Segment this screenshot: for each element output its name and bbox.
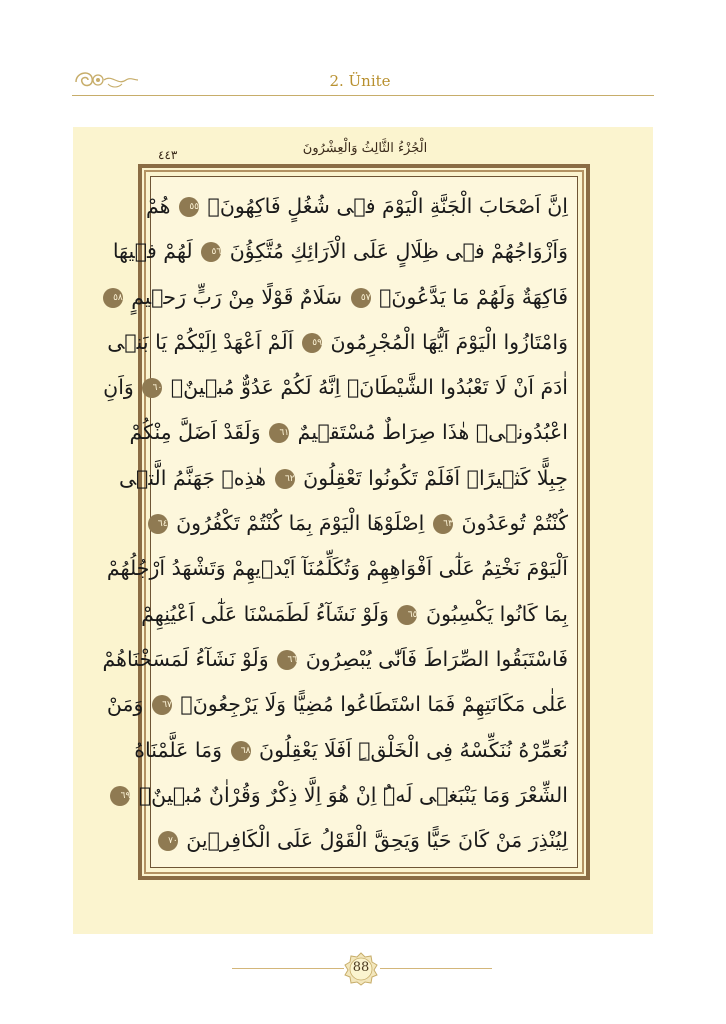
- ayah-number-marker: ٦١: [269, 423, 289, 443]
- text-line: فَاسْتَبَقُوا الصِّرَاطَ فَاَنّٰى يُبْصِرُونَ ٦٦ وَلَوْ نَشَآءُ لَمَسَخْنَاهُمْ: [102, 646, 568, 671]
- ayah-number-marker: ٦٥: [397, 605, 417, 625]
- header-divider: [72, 95, 654, 96]
- footer-divider-left: [232, 968, 344, 969]
- text-line: اٰدَمَ اَنْ لَا تَعْبُدُوا الشَّيْطَانَۚ اِنَّهُ لَكُمْ عَدُوٌّ مُبٖينٌۙ ٦٠ وَاَنِ: [103, 375, 568, 400]
- juz-title: الْجُزْءُ الثَّالِثُ وَالْعِشْرُونَ: [302, 141, 428, 156]
- text-line: اَلْيَوْمَ نَخْتِمُ عَلٰٓى اَفْوَاهِهِمْ وَتُكَلِّمُنَآ اَيْدٖيهِمْ وَتَشْهَدُ اَرْجُلُهُمْ: [106, 556, 568, 581]
- text-line: الشِّعْرَ وَمَا يَنْبَغٖى لَهُۜ اِنْ هُوَ اِلَّا ذِكْرٌ وَقُرْاٰنٌ مُبٖينٌۙ ٦٩: [160, 773, 568, 818]
- ayah-number-marker: ٦٦: [277, 650, 297, 670]
- ayah-number-marker: ٦٩: [110, 786, 130, 806]
- text-line: فَاكِهَةٌ وَلَهُمْ مَا يَدَّعُونَۚ ٥٧ سَلَامٌ قَوْلًا مِنْ رَبٍّ رَحٖيمٍ ٥٨: [160, 275, 568, 320]
- footer-divider-right: [380, 968, 492, 969]
- ayah-number-marker: ٦٧: [152, 695, 172, 715]
- text-line: وَاَزْوَاجُهُمْ فٖى ظِلَالٍ عَلَى الْاَرَائِكِ مُتَّكِؤُنَ ٥٦ لَهُمْ فٖيهَا: [112, 239, 568, 264]
- text-line: عَلٰى مَكَانَتِهِمْ فَمَا اسْتَطَاعُوا مُضِيًّا وَلَا يَرْجِعُونَۚ ٦٧ وَمَنْ: [106, 692, 568, 717]
- floral-ornament-icon: [72, 64, 142, 94]
- ayah-number-marker: ٥٦: [201, 242, 221, 262]
- unit-title: 2. Ünite: [329, 72, 391, 90]
- text-line: اعْبُدُونٖىۜ هٰذَا صِرَاطٌ مُسْتَقٖيمٌ ٦١ وَلَقَدْ اَضَلَّ مِنْكُمْ: [129, 420, 568, 445]
- ayah-number-marker: ٦٣: [433, 514, 453, 534]
- ayah-number-marker: ٦٨: [231, 741, 251, 761]
- ayah-number-marker: ٦٢: [275, 469, 295, 489]
- text-line: جِبِلًّا كَثٖيرًاۜ اَفَلَمْ تَكُونُوا تَعْقِلُونَ ٦٢ هٰذِهٖ جَهَنَّمُ الَّتٖى: [118, 465, 568, 490]
- ayah-number-marker: ٥٨: [103, 288, 123, 308]
- page-header: [0, 0, 726, 110]
- ayah-number-marker: ٥٧: [351, 288, 371, 308]
- mushaf-page-number: ٤٤٣: [158, 148, 178, 162]
- ayah-number-marker: ٦٠: [142, 378, 162, 398]
- text-line: كُنْتُمْ تُوعَدُونَ ٦٣ اِصْلَوْهَا الْيَوْمَ بِمَا كُنْتُمْ تَكْفُرُونَ ٦٤: [160, 501, 568, 546]
- ayah-number-marker: ٦٤: [148, 514, 168, 534]
- text-line: بِمَا كَانُوا يَكْسِبُونَ ٦٥ وَلَوْ نَشَآءُ لَطَمَسْنَا عَلٰٓى اَعْيُنِهِمْ: [141, 601, 568, 626]
- ayah-number-marker: ٧٠: [158, 831, 178, 851]
- ayah-number-marker: ٥٥: [179, 197, 199, 217]
- text-line: اِنَّ اَصْحَابَ الْجَنَّةِ الْيَوْمَ فٖى شُغُلٍ فَاكِهُونَۚ ٥٥ هُمْ: [145, 194, 568, 218]
- text-line: نُعَمِّرْهُ نُنَكِّسْهُ فِى الْخَلْقِۜ اَفَلَا يَعْقِلُونَ ٦٨ وَمَا عَلَّمْنَاهُ: [134, 737, 568, 762]
- text-line: وَامْتَازُوا الْيَوْمَ اَيُّهَا الْمُجْرِمُونَ ٥٩ اَلَمْ اَعْهَدْ اِلَيْكُمْ يَا بَنٖى: [107, 329, 568, 354]
- ayah-number-marker: ٥٩: [302, 333, 322, 353]
- quran-text-block: [102, 184, 568, 864]
- text-line: لِيُنْذِرَ مَنْ كَانَ حَيًّا وَيَحِقَّ الْقَوْلُ عَلَى الْكَافِرٖينَ ٧٠: [160, 818, 568, 863]
- page-number: 88: [352, 960, 370, 975]
